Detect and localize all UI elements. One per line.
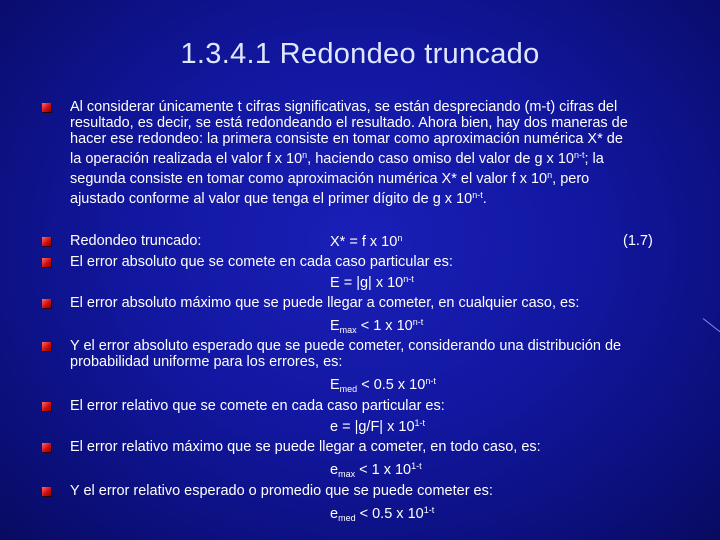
text-line: resultado, es decir, se está redondeando el resultado. Ahora bien, hay dos maneras de	[70, 115, 628, 131]
text-line: ajustado conforme al valor que tenga el primer dígito de g x 10$^{n-t}$.	[70, 190, 487, 207]
formula-abs-error-med: $E_{med} < 0.5$ x 10$^{n-t}$	[330, 376, 436, 394]
rel-error-text: El error relativo que se comete en cada caso particular es:	[70, 398, 445, 414]
abs-error-text: El error absoluto que se comete en cada caso particular es:	[70, 254, 453, 270]
bullet-icon	[42, 487, 51, 496]
formula-x-star: X* = f x 10$^n$	[330, 233, 403, 250]
formula-rel-error-med: $e_{med} < 0.5$ x 10$^{1-t}$	[330, 505, 435, 523]
decorative-line	[703, 318, 720, 335]
abs-error-max-text: El error absoluto máximo que se puede llegar a cometer, en cualquier caso, es:	[70, 295, 580, 311]
slide-title: 1.3.4.1 Redondeo truncado	[180, 38, 540, 70]
formula-abs-error-max: $E_{max} < 1$ x 10$^{n-t}$	[330, 317, 424, 335]
text-line: segunda consiste en tomar como aproximación numérica X* el valor f x 10$^n$, pero	[70, 170, 590, 187]
paragraph-intro	[70, 99, 692, 207]
rel-error-expected-text: Y el error relativo esperado o promedio que se puede cometer es:	[70, 483, 493, 499]
formula-abs-error: E = |g| x 10$^{n-t}$	[330, 274, 414, 291]
text-line: probabilidad uniforme para los errores, es:	[70, 354, 343, 370]
bullet-icon	[42, 103, 51, 112]
text-line: Al considerar únicamente t cifras significativas, se están despreciando (m-t) cifras del	[70, 99, 618, 115]
bullet-icon	[42, 342, 51, 351]
bullet-icon	[42, 237, 51, 246]
text-line: Y el error absoluto esperado que se puede cometer, considerando una distribución de	[70, 338, 622, 354]
redondeo-label: Redondeo truncado:	[70, 233, 202, 249]
equation-number: (1.7)	[623, 233, 653, 249]
rel-error-max-text: El error relativo máximo que se puede llegar a cometer, en todo caso, es:	[70, 439, 541, 455]
bullet-icon	[42, 258, 51, 267]
formula-rel-error: e = |g/F| x 10$^{1-t}$	[330, 418, 426, 435]
bullet-icon	[42, 299, 51, 308]
bullet-icon	[42, 402, 51, 411]
abs-error-expected-text	[70, 338, 692, 370]
formula-rel-error-max: $e_{max} < 1$ x 10$^{1-t}$	[330, 461, 422, 479]
text-line: hacer ese redondeo: la primera consiste en tomar como aproximación numérica X* de	[70, 131, 623, 147]
bullet-icon	[42, 443, 51, 452]
text-line: la operación realizada el valor f x 10$^n$, haciendo caso omiso del valor de g x 10$^{n-t}$; la	[70, 150, 604, 167]
